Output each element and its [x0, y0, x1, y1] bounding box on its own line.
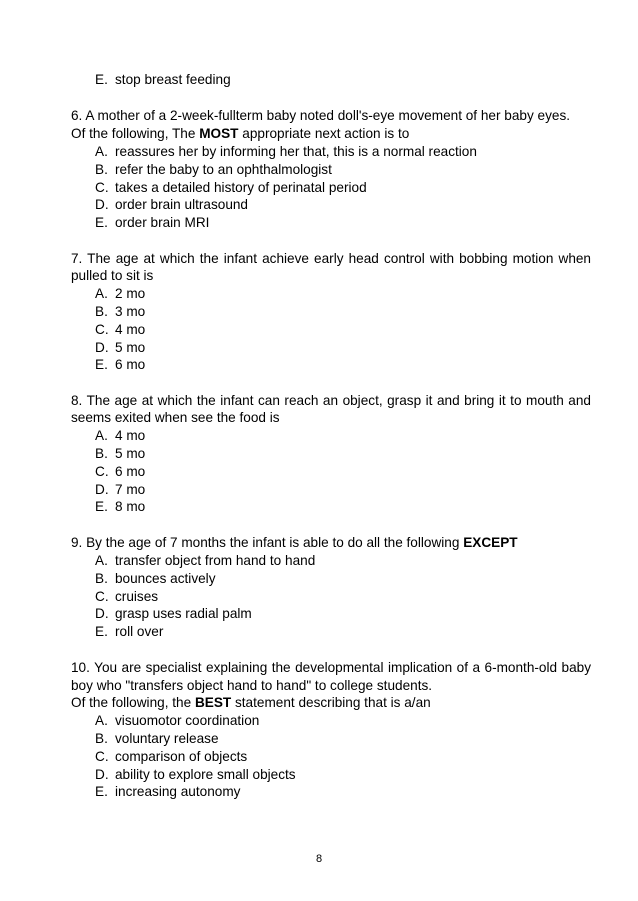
question-8-option-b: [95, 445, 145, 463]
option-text: 5 mo: [115, 446, 146, 461]
option-letter: D.: [95, 482, 109, 497]
stem-text: pulled to sit is: [71, 268, 154, 283]
option-text: order brain MRI: [115, 215, 210, 230]
question-6-stem-line-1: [71, 107, 591, 125]
question-10-option-e: [95, 783, 240, 801]
option-text: 2 mo: [115, 286, 146, 301]
option-text: 3 mo: [115, 304, 146, 319]
question-6-option-a: [95, 143, 477, 161]
question-10-option-c: [95, 748, 247, 766]
stem-text: 10. You are specialist explaining the developmental implication of a 6-month-old baby: [71, 660, 591, 675]
option-letter: C.: [95, 464, 109, 479]
question-6-option-d: [95, 196, 248, 214]
option-text: stop breast feeding: [115, 72, 231, 87]
question-8-option-c: [95, 463, 145, 481]
stem-emphasis: MOST: [199, 126, 239, 141]
option-text: takes a detailed history of perinatal period: [115, 180, 367, 195]
option-letter: A.: [95, 144, 108, 159]
option-text: increasing autonomy: [115, 784, 241, 799]
question-7-option-d: [95, 339, 145, 357]
option-letter: C.: [95, 589, 109, 604]
question-9-stem-line-1: [71, 534, 591, 552]
stem-text: Of the following, the: [71, 695, 195, 710]
option-text: comparison of objects: [115, 749, 248, 764]
stem-text: 6. A mother of a 2-week-fullterm baby noted doll's-eye movement of her baby eyes.: [71, 108, 571, 123]
option-letter: E.: [95, 784, 108, 799]
question-9-option-e: [95, 623, 163, 641]
stem-text: statement describing that is a/an: [231, 695, 431, 710]
option-letter: B.: [95, 571, 108, 586]
option-text: 6 mo: [115, 464, 146, 479]
option-letter: D.: [95, 606, 109, 621]
question-8-option-d: [95, 481, 145, 499]
option-text: bounces actively: [115, 571, 216, 586]
question-7-option-c: [95, 321, 145, 339]
stem-text: Of the following, The: [71, 126, 200, 141]
question-8-stem-line-1: [71, 392, 591, 410]
option-text: reassures her by informing her that, this is a normal reaction: [115, 144, 477, 159]
option-text: refer the baby to an ophthalmologist: [115, 162, 332, 177]
option-letter: E.: [95, 624, 108, 639]
option-letter: E.: [95, 72, 108, 87]
question-10-option-a: [95, 712, 259, 730]
question-6-option-e: [95, 214, 209, 232]
question-9-option-b: [95, 570, 216, 588]
stem-text: 8. The age at which the infant can reach an object, grasp it and bring it to mouth and: [71, 393, 591, 408]
question-7-stem-line-2: [71, 267, 591, 285]
question-6-option-b: [95, 161, 332, 179]
option-letter: D.: [95, 197, 109, 212]
option-letter: B.: [95, 304, 108, 319]
question-9-option-a: [95, 552, 315, 570]
question-10-option-d: [95, 766, 296, 784]
option-text: 8 mo: [115, 499, 146, 514]
stem-text: boy who "transfers object hand to hand" to college students.: [71, 678, 433, 693]
stem-emphasis: EXCEPT: [463, 535, 518, 550]
option-text: grasp uses radial palm: [115, 606, 252, 621]
question-7-option-e: [95, 356, 145, 374]
option-letter: C.: [95, 749, 109, 764]
option-text: ability to explore small objects: [115, 767, 296, 782]
question-7-option-b: [95, 303, 145, 321]
option-text: roll over: [115, 624, 164, 639]
question-6-option-c: [95, 179, 367, 197]
option-text: visuomotor coordination: [115, 713, 260, 728]
question-9-option-c: [95, 588, 158, 606]
question-7-stem-line-1: [71, 250, 591, 268]
question-6-stem-line-2: [71, 125, 591, 143]
question-10-stem-line-3: [71, 694, 591, 712]
option-text: 7 mo: [115, 482, 146, 497]
page-number: 8: [315, 853, 323, 865]
stem-emphasis: BEST: [194, 695, 232, 710]
option-text: order brain ultrasound: [115, 197, 248, 212]
option-text: 4 mo: [115, 322, 146, 337]
question-9-option-d: [95, 605, 252, 623]
option-text: 4 mo: [115, 428, 146, 443]
stem-text: 7. The age at which the infant achieve early head control with bobbing motion when: [71, 251, 591, 266]
stem-text: seems exited when see the food is: [71, 410, 280, 425]
question-8-option-a: [95, 427, 145, 445]
option-letter: E.: [95, 499, 108, 514]
option-letter: E.: [95, 357, 108, 372]
option-letter: B.: [95, 731, 108, 746]
option-letter: A.: [95, 428, 108, 443]
option-letter: C.: [95, 180, 109, 195]
option-letter: A.: [95, 713, 108, 728]
question-8-option-e: [95, 498, 145, 516]
question-10-stem-line-2: [71, 677, 591, 695]
option-text: 5 mo: [115, 340, 146, 355]
option-letter: D.: [95, 767, 109, 782]
stem-text: 9. By the age of 7 months the infant is able to do all the following: [71, 535, 464, 550]
question-7-option-a: [95, 285, 145, 303]
option-text: cruises: [115, 589, 159, 604]
stem-text: appropriate next action is to: [238, 126, 410, 141]
option-text: voluntary release: [115, 731, 219, 746]
option-letter: A.: [95, 286, 108, 301]
option-letter: D.: [95, 340, 109, 355]
option-letter: C.: [95, 322, 109, 337]
option-letter: B.: [95, 446, 108, 461]
question-10-stem-line-1: [71, 659, 591, 677]
option-text: 6 mo: [115, 357, 146, 372]
option-text: transfer object from hand to hand: [115, 553, 316, 568]
question-8-stem-line-2: [71, 409, 591, 427]
option-carryover: [95, 71, 231, 89]
option-letter: B.: [95, 162, 108, 177]
option-letter: A.: [95, 553, 108, 568]
option-letter: E.: [95, 215, 108, 230]
question-10-option-b: [95, 730, 219, 748]
